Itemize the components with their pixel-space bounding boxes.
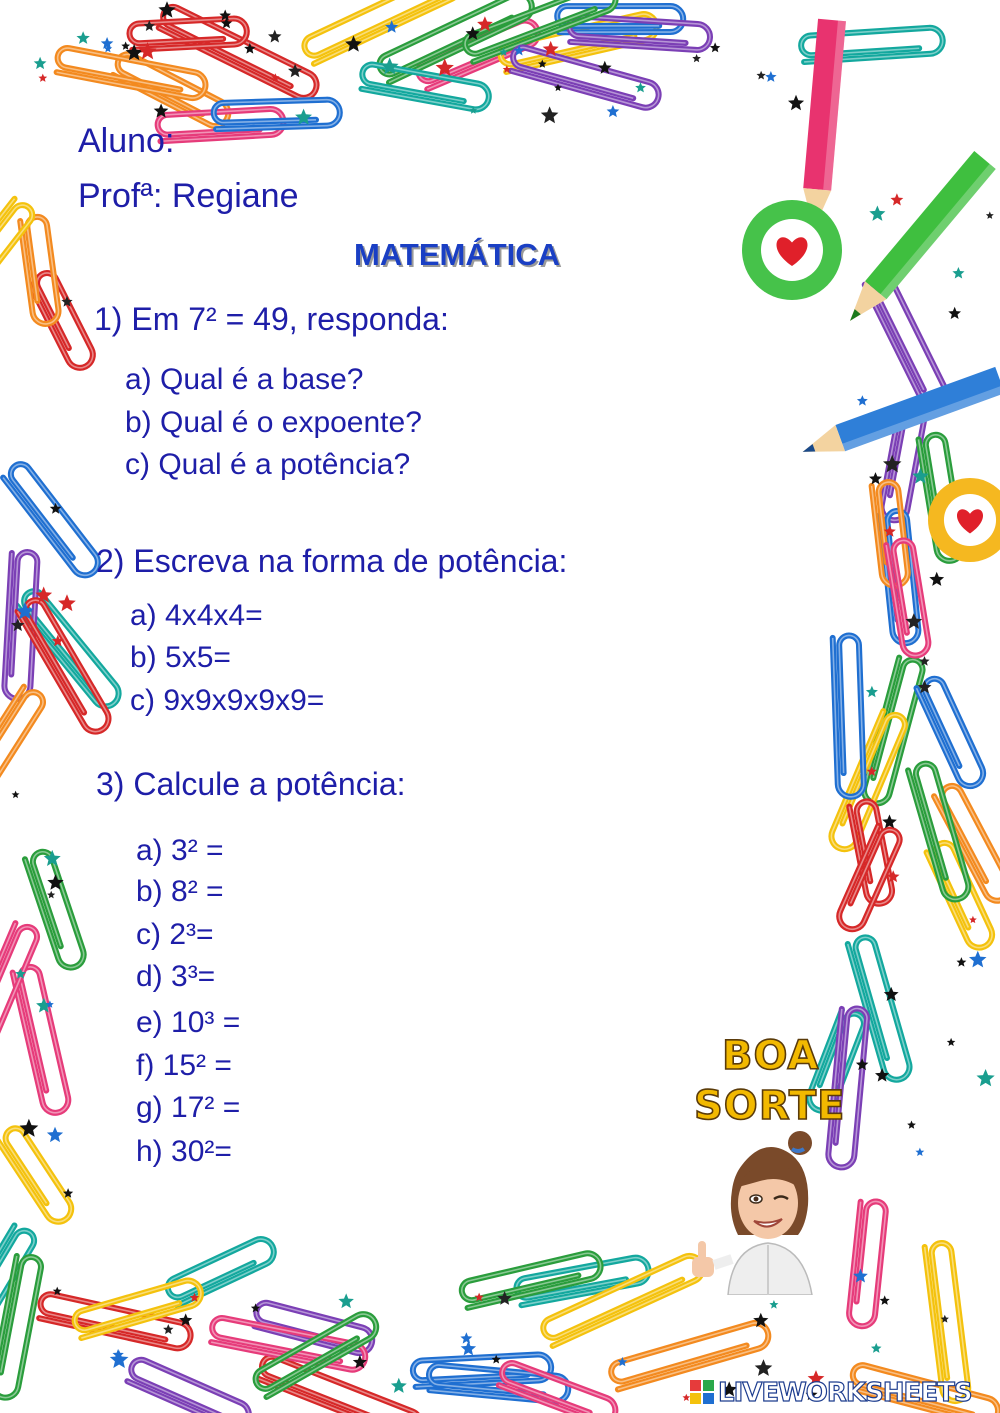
star-icon [268,30,282,43]
paper-clip [126,1357,253,1413]
star-icon [929,572,944,586]
star-icon [952,267,964,279]
paper-clip [0,1254,43,1400]
paper-clip [12,965,71,1115]
paper-clip [165,1235,278,1307]
star-icon [607,105,620,117]
avatar-icon [680,1125,850,1295]
star-icon [110,1350,129,1368]
star-icon [757,71,766,80]
star-icon [765,71,776,82]
paper-clip [0,685,47,813]
star-icon [58,594,76,611]
star-icon [683,1394,691,1401]
paper-clip [916,676,988,791]
watermark: LIVEWORKSHEETS [718,1378,972,1408]
star-icon [880,1295,890,1305]
star-icon [541,106,559,123]
paper-clip [497,1360,619,1413]
heart-eraser-icon [742,200,842,300]
star-icon [121,42,130,50]
star-icon [882,815,897,829]
question-3-item: g) 17² = [136,1091,241,1124]
star-icon [891,193,904,205]
question-3-prompt: 3) Calcule a potência: [96,766,406,802]
question-1-item: b) Qual é o expoente? [125,406,422,439]
question-2-item: c) 9x9x9x9x9= [130,684,325,717]
sticker-word: BOA [722,1033,820,1079]
question-3-item: e) 10³ = [136,1006,241,1039]
star-icon [857,395,868,405]
star-icon [948,307,961,319]
pencil-icon [839,151,995,330]
star-icon [47,891,55,899]
star-icon [391,1378,407,1393]
star-icon [788,95,804,110]
star-icon [969,951,987,968]
star-icon [866,686,878,697]
paper-clip [0,1125,76,1227]
question-2-item: a) 4x4x4= [130,599,263,632]
star-icon [47,1127,63,1142]
star-icon [692,54,701,62]
star-icon [957,957,967,967]
question-3-item: d) 3³= [136,960,216,993]
paper-clip [848,1200,887,1328]
page-title: MATEMÁTICA [354,237,561,272]
star-icon [969,916,977,923]
pencil-icon [800,19,846,231]
question-3-item: h) 30²= [136,1135,232,1168]
star-icon [38,74,47,82]
sticker-word: SORTE [694,1083,846,1129]
star-icon [12,791,20,799]
star-icon [769,1300,778,1309]
liveworksheets-logo-icon [690,1380,714,1404]
question-3-item: c) 2³= [136,918,214,951]
question-3-item: f) 15² = [136,1049,232,1082]
star-icon [34,57,47,69]
question-3-item: b) 8² = [136,875,224,908]
star-icon [338,1293,354,1308]
question-1-item: a) Qual é a base? [125,363,364,396]
star-icon [986,211,994,219]
teacher-name-label: Profª: Regiane [78,177,299,215]
star-icon [947,1038,956,1046]
student-name-label: Aluno: [78,122,175,160]
question-1-item: c) Qual é a potência? [125,448,411,481]
star-icon [460,1332,472,1343]
star-icon [907,1121,916,1129]
question-2-item: b) 5x5= [130,641,231,674]
star-icon [915,1148,924,1156]
star-icon [163,1324,173,1334]
star-icon [77,31,90,44]
star-icon [871,1343,882,1353]
good-luck-sticker [680,1025,850,1295]
star-icon [755,1359,773,1376]
question-1-prompt: 1) Em 7² = 49, responda: [94,301,449,337]
paper-clip [213,99,340,129]
star-icon [977,1069,995,1086]
question-2-prompt: 2) Escreva na forma de potência: [96,543,568,579]
question-3-item: a) 3² = [136,834,224,867]
paper-clip [72,1277,204,1338]
star-icon [869,206,885,221]
paper-clip [861,656,925,806]
